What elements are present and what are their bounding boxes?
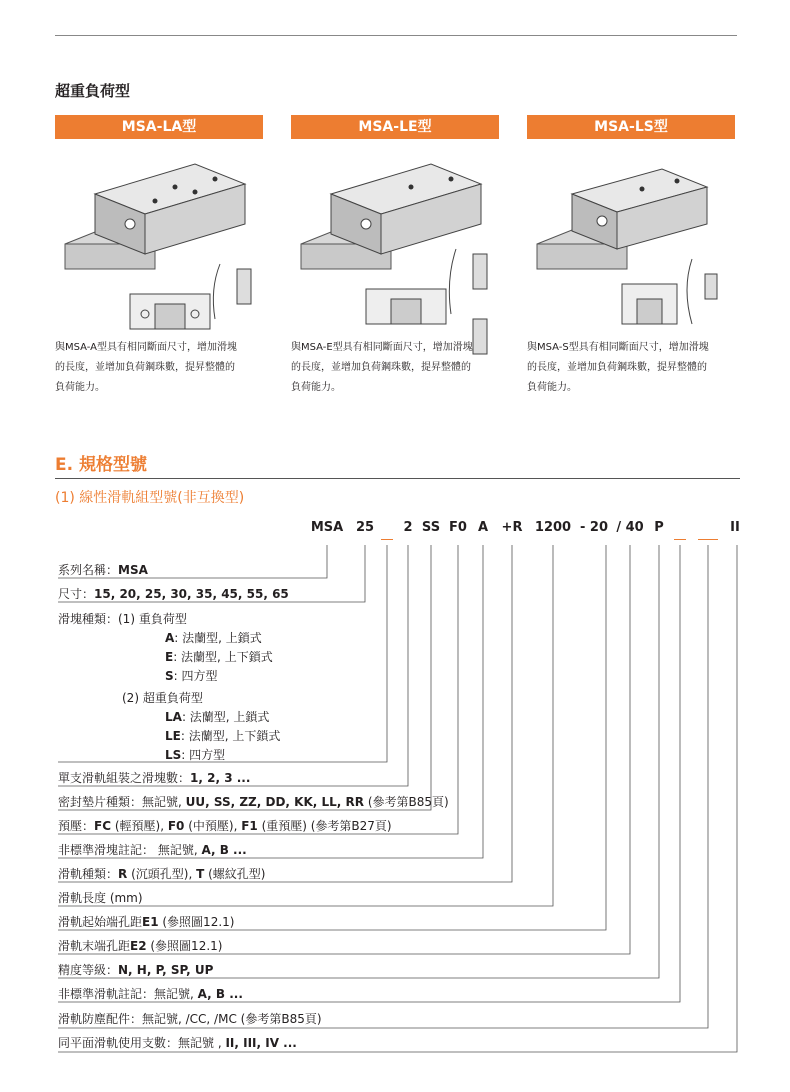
row-e1: 滑軌起始端孔距E1 (參照圖12.1) — [58, 915, 235, 929]
card-title: MSA-LA型 — [55, 115, 263, 139]
code-token-preload: F0 — [449, 520, 467, 535]
code-token-e2: / 40 — [616, 520, 644, 535]
row-series: 系列名稱：MSA — [58, 563, 148, 577]
row-block-la: LA: 法蘭型, 上鎖式 — [165, 710, 270, 724]
row-block-qty: 單支滑軌組裝之滑塊數：1, 2, 3 ... — [58, 771, 251, 785]
row-size: 尺寸：15, 20, 25, 30, 35, 45, 55, 65 — [58, 587, 289, 601]
spec-subheading: (1) 線性滑軌組型號(非互換型) — [55, 490, 245, 506]
row-rail-type: 滑軌種類：R (沉頭孔型), T (螺紋孔型) — [58, 867, 266, 881]
row-e2: 滑軌末端孔距E2 (參照圖12.1) — [58, 939, 223, 953]
row-parallel: 同平面滑軌使用支數：無記號 , II, III, IV ... — [58, 1036, 297, 1050]
card-desc: 與MSA-E型具有相同斷面尺寸，增加滑塊 的長度，並增加負荷鋼珠數，提昇整體的 負荷能力。 — [291, 342, 473, 393]
row-block-le: LE: 法蘭型, 上下鎖式 — [165, 729, 281, 743]
code-token-rail-length: 1200 — [534, 520, 572, 535]
row-block-e: E: 法蘭型, 上下鎖式 — [165, 650, 273, 664]
code-token-grade: P — [654, 520, 664, 535]
code-token-qty: 2 — [403, 520, 413, 535]
row-block-a: A: 法蘭型, 上鎖式 — [165, 631, 262, 645]
code-token-series: MSA — [310, 520, 344, 535]
card-desc: 與MSA-A型具有相同斷面尺寸，增加滑塊 的長度，並增加負荷鋼珠數，提昇整體的 負荷能力。 — [55, 342, 238, 393]
card-title: MSA-LS型 — [527, 115, 735, 139]
code-token-seal: SS — [421, 520, 441, 535]
row-super-heavy: (2) 超重負荷型 — [122, 691, 203, 705]
row-nonstd-rail: 非標準滑軌註記：無記號, A, B ... — [58, 987, 243, 1001]
card-title: MSA-LE型 — [291, 115, 499, 139]
row-preload: 預壓：FC (輕預壓), F0 (中預壓), F1 (重預壓) (參考第B27頁) — [58, 819, 392, 833]
row-grade: 精度等級：N, H, P, SP, UP — [58, 963, 214, 977]
row-block-ls: LS: 四方型 — [165, 748, 226, 762]
row-dust: 滑軌防塵配件：無記號, /CC, /MC (參考第B85頁) — [58, 1012, 322, 1026]
section-title: 超重負荷型 — [55, 82, 131, 100]
row-rail-length: 滑軌長度 (mm) — [58, 891, 143, 905]
code-token-e1: - 20 — [579, 520, 609, 535]
code-token-parallel: II — [730, 520, 740, 535]
row-block-type: 滑塊種類：(1) 重負荷型 — [58, 612, 187, 626]
row-block-s: S: 四方型 — [165, 669, 218, 683]
spec-heading: E. 規格型號 — [55, 455, 147, 475]
code-token-rail-type: +R — [501, 520, 523, 535]
code-token-nonstd-block: A — [477, 520, 489, 535]
card-desc: 與MSA-S型具有相同斷面尺寸，增加滑塊 的長度，並增加負荷鋼珠數，提昇整體的 負荷能力。 — [527, 342, 709, 393]
row-nonstd-block: 非標準滑塊註記： 無記號, A, B ... — [58, 843, 247, 857]
code-token-size: 25 — [355, 520, 375, 535]
row-seal: 密封墊片種類：無記號, UU, SS, ZZ, DD, KK, LL, RR (參考第B85頁) — [58, 795, 449, 809]
